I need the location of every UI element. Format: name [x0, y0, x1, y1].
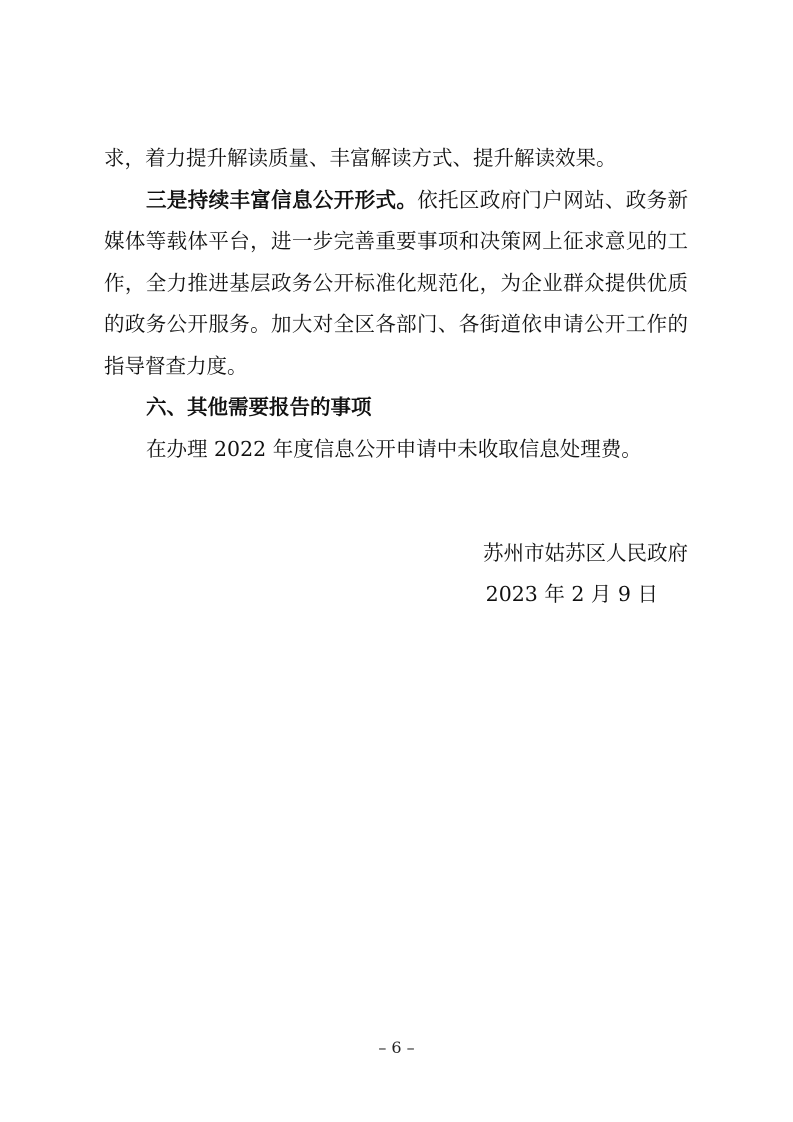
- paragraph-line: 的政务公开服务。加大对全区各部门、各街道依申请公开工作的: [104, 312, 688, 336]
- paragraph-line: 指导督查力度。: [104, 354, 248, 378]
- paragraph-text: 依托区政府门户网站、政务新: [417, 188, 689, 212]
- paragraph-line: 媒体等载体平台，进一步完善重要事项和决策网上征求意见的工: [104, 229, 688, 253]
- paragraph-line: 作，全力推进基层政务公开标准化规范化，为企业群众提供优质: [104, 271, 688, 295]
- page-number: – 6 –: [378, 1038, 415, 1057]
- paragraph-line: [146, 186, 688, 214]
- signature-date: 2023 年 2 月 9 日: [485, 582, 658, 606]
- section-heading: 六、其他需要报告的事项: [146, 395, 372, 419]
- paragraph-line: 求，着力提升解读质量、丰富解读方式、提升解读效果。: [104, 146, 617, 170]
- signature-organization: 苏州市姑苏区人民政府: [483, 541, 688, 565]
- paragraph-lead-bold: 三是持续丰富信息公开形式。: [146, 188, 418, 212]
- paragraph-line: 在办理 2022 年度信息公开申请中未收取信息处理费。: [146, 437, 642, 461]
